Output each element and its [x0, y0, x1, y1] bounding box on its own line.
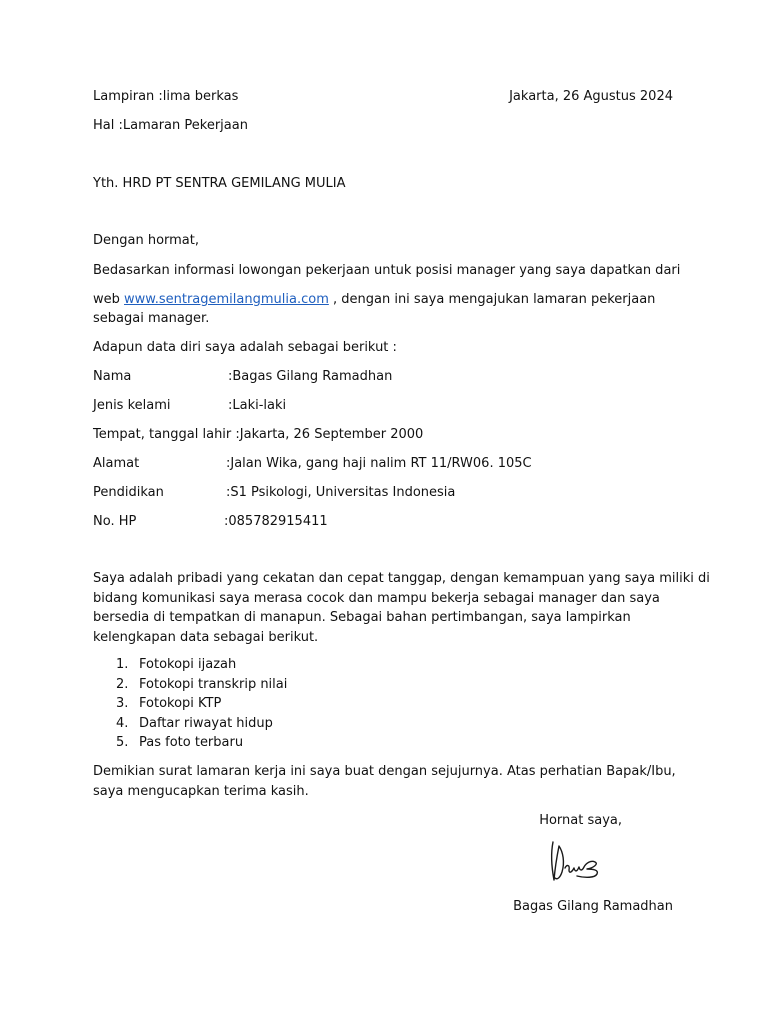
personal-row-birth: [93, 425, 423, 444]
list-item: [93, 714, 287, 734]
intro-suffix: , dengan ini saya mengajukan lamaran pekerjaan: [328, 292, 656, 307]
intro-line-2: [93, 290, 655, 309]
list-text: Daftar riwayat hidup: [139, 715, 273, 731]
list-item: [93, 733, 287, 753]
data-intro: Adapun data diri saya adalah sebagai berikut :: [93, 340, 397, 355]
personal-label: Tempat, tanggal lahir: [93, 427, 232, 442]
personal-value: :Laki-laki: [228, 398, 287, 413]
hal-line: Hal :Lamaran Pekerjaan: [93, 118, 248, 133]
personal-label: Alamat: [93, 456, 140, 471]
list-text: Fotokopi KTP: [139, 696, 222, 711]
list-text: Fotokopi transkrip nilai: [139, 676, 288, 692]
list-number: 3.: [116, 696, 129, 711]
signoff: Hornat saya,: [539, 813, 622, 828]
personal-value: :S1 Psikologi, Universitas Indonesia: [226, 485, 456, 500]
body-line: Saya adalah pribadi yang cekatan dan cepat tanggap, dengan kemampuan yang saya miliki di: [93, 571, 710, 586]
recipient-line: Yth. HRD PT SENTRA GEMILANG MULIA: [93, 176, 346, 191]
personal-label: Jenis kelami: [93, 398, 171, 413]
closing-line: Demikian surat lamaran kerja ini saya buat dengan sejujurnya. Atas perhatian Bapak/Ibu,: [93, 764, 676, 779]
personal-value: :Jalan Wika, gang haji nalim RT 11/RW06. 105C: [226, 456, 532, 471]
personal-row-address: [93, 454, 532, 473]
list-item: [93, 675, 287, 695]
list-number: 2.: [116, 676, 129, 692]
personal-value: :085782915411: [224, 514, 328, 529]
personal-row-gender: [93, 396, 286, 415]
list-text: Fotokopi ijazah: [139, 657, 237, 672]
list-number: 4.: [116, 715, 129, 731]
list-text: Pas foto terbaru: [139, 735, 244, 750]
list-number: 1.: [116, 657, 129, 672]
personal-label: Nama: [93, 369, 132, 384]
body-line: kelengkapan data sebagai berikut.: [93, 629, 319, 645]
closing-paragraph: [93, 762, 683, 801]
personal-value: :Jakarta, 26 September 2000: [235, 427, 424, 442]
letter-date: Jakarta, 26 Agustus 2024: [509, 89, 673, 104]
intro-prefix: web: [93, 292, 125, 307]
signature-icon: [545, 838, 605, 888]
list-number: 5.: [116, 735, 129, 750]
attachment-list: [93, 655, 287, 753]
list-item: [93, 655, 287, 675]
personal-row-phone: [93, 512, 328, 531]
signer-name: Bagas Gilang Ramadhan: [513, 899, 673, 914]
company-website-link[interactable]: www.sentragemilangmulia.com: [124, 292, 329, 307]
intro-line-1: Bedasarkan informasi lowongan pekerjaan untuk posisi manager yang saya dapatkan dari: [93, 263, 681, 278]
body-line: bersedia di tempatkan di manapun. Sebagai bahan pertimbangan, saya lampirkan: [93, 610, 631, 625]
lampiran-line: Lampiran :lima berkas: [93, 89, 239, 104]
personal-label: Pendidikan: [93, 485, 164, 500]
body-line: bidang komunikasi saya merasa cocok dan mampu bekerja sebagai manager dan saya: [93, 590, 660, 606]
intro-line-3: sebagai manager.: [93, 311, 210, 326]
greeting: Dengan hormat,: [93, 233, 200, 248]
personal-label: No. HP: [93, 514, 137, 529]
body-paragraph: [93, 569, 710, 647]
personal-row-name: [93, 367, 392, 386]
personal-row-education: [93, 483, 455, 502]
list-item: [93, 694, 287, 714]
personal-value: :Bagas Gilang Ramadhan: [228, 369, 393, 384]
closing-line: saya mengucapkan terima kasih.: [93, 783, 309, 799]
